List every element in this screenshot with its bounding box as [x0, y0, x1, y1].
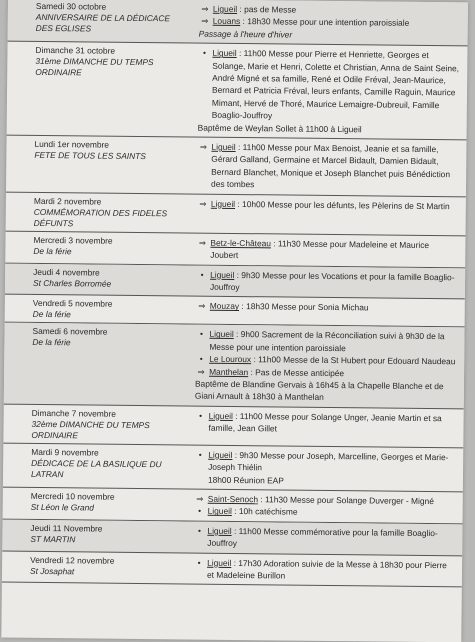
event-place: Ligueil	[207, 557, 231, 567]
schedule-row	[2, 519, 462, 556]
events-cell	[192, 44, 468, 140]
event-place: Manthelan	[209, 366, 248, 376]
schedule-row	[7, 42, 468, 141]
schedule-row	[3, 488, 463, 525]
event-place: Ligueil	[212, 48, 236, 58]
event-text: : 9h00 Sacrement de la Réconciliation suivi à 9h30 de la Messe pour une intention paroissiale	[209, 329, 444, 353]
dot-bullet-icon: •	[191, 556, 207, 581]
baptism-note: Baptême de Blandine Gervais à 16h45 à la Chapelle Blanche et de Giani Arnault à 18h30 à Manthelan	[193, 377, 456, 405]
event-text: : 18h30 Messe pour une intention paroissiale	[240, 16, 409, 28]
day-date: Mardi 9 novembre	[31, 447, 182, 460]
event-place: Ligueil	[209, 329, 233, 339]
events-cell	[187, 553, 462, 587]
events-cell	[188, 445, 463, 491]
day-date: Mercredi 3 novembre	[33, 235, 184, 248]
event-place: Ligueil	[208, 449, 232, 459]
event-text: : 18h30 Messe pour Sonia Michau	[239, 301, 369, 312]
event-item	[195, 197, 458, 212]
event-item	[194, 300, 457, 315]
day-date: Mercredi 10 novembre	[31, 491, 182, 504]
day-date: Mardi 2 novembre	[34, 196, 185, 209]
dot-bullet-icon: •	[192, 505, 208, 518]
events-cell	[189, 325, 465, 408]
day-cell	[5, 263, 190, 296]
schedule-row	[8, 0, 468, 47]
day-date: Dimanche 31 octobre	[35, 45, 186, 58]
dot-bullet-icon: •	[191, 524, 207, 549]
arrow-bullet-icon: ⇒	[194, 236, 210, 261]
event-text: : 9h30 Messe pour Joseph, Marcelline, Georges et Marie-Joseph Thiélin	[208, 450, 448, 473]
day-date: Dimanche 7 novembre	[32, 408, 183, 421]
event-place: Ligueil	[207, 525, 231, 535]
day-date: Vendredi 5 novembre	[33, 298, 184, 311]
day-cell	[3, 443, 188, 488]
day-cell	[7, 42, 193, 137]
event-text: 18h00 Réunion EAP	[208, 474, 284, 485]
event-item	[194, 268, 457, 296]
dot-bullet-icon	[192, 473, 208, 486]
event-text: : 11h00 Messe pour Pierre et Henriette, Georges et Solange, Marie et Henri, Colette et Christian, Anna de Saint Seine, André Migné et sa famille, René et Odile Fréval, Jean-Maurice, Bernard et Patricia Fréval, leurs enfants, Camille Raguin, Maurice Mimant, Hervé de Thoré, Maurice Lemaigre-Dubreuil, Famille Boaglio-Jouffroy	[212, 48, 459, 120]
event-item	[192, 409, 455, 437]
event-text: : 10h00 Messe pour les défunts, les Pèlerins de St Martin	[235, 199, 450, 211]
day-feast: De la férie	[33, 309, 184, 322]
event-place: Ligueil	[208, 506, 232, 516]
event-place: Ligueil	[213, 4, 237, 14]
event-item	[194, 236, 457, 264]
dot-bullet-icon: •	[193, 328, 209, 353]
day-cell	[4, 323, 190, 405]
day-cell	[3, 404, 188, 444]
event-text: : pas de Messe	[237, 4, 296, 15]
event-item	[192, 448, 455, 476]
events-cell	[187, 521, 462, 555]
day-feast: St Léon le Grand	[31, 502, 182, 515]
day-cell	[2, 551, 187, 584]
schedule-row	[6, 136, 467, 197]
schedule-row	[6, 192, 466, 236]
arrow-bullet-icon: ⇒	[197, 15, 213, 28]
event-text: : 10h catéchisme	[232, 506, 298, 517]
event-text: : 11h30 Messe pour Solange Duverger - Migné	[258, 494, 434, 506]
arrow-bullet-icon: ⇒	[192, 493, 208, 506]
dot-bullet-icon: •	[193, 353, 209, 366]
day-feast: St Josaphat	[30, 565, 181, 578]
events-cell	[191, 194, 466, 235]
event-place: Mouzay	[210, 301, 239, 311]
day-date: Samedi 6 novembre	[32, 326, 183, 339]
event-place: Saint-Senoch	[208, 494, 258, 505]
event-text: : 17h30 Adoration suivie de la Messe à 18h30 pour Pierre et Madeleine Burillon	[207, 558, 447, 581]
day-feast: 31ème DIMANCHE DU TEMPS ORDINAIRE	[35, 56, 186, 80]
dot-bullet-icon: •	[194, 268, 210, 293]
event-item	[191, 556, 454, 584]
schedule-row	[2, 551, 462, 588]
events-cell	[188, 406, 463, 447]
dot-bullet-icon: •	[196, 47, 213, 122]
event-place: Betz-le-Château	[210, 237, 271, 248]
schedule-row	[4, 323, 465, 409]
arrow-bullet-icon: ⇒	[195, 141, 212, 191]
day-feast: De la férie	[33, 246, 184, 259]
dot-bullet-icon: •	[192, 448, 208, 473]
event-item	[193, 328, 456, 356]
day-cell	[5, 231, 190, 264]
events-cell	[191, 138, 467, 197]
event-text: : 11h00 Messe pour Solange Unger, Jeanie Martin et sa famille, Jean Gillet	[208, 411, 441, 434]
event-place: Le Louroux	[209, 354, 251, 364]
events-cell	[190, 233, 465, 267]
day-date: Vendredi 12 novembre	[30, 554, 181, 567]
day-feast: DÉDICACE DE LA BASILIQUE DU LATRAN	[31, 458, 182, 482]
day-cell	[5, 295, 190, 324]
baptism-note: Baptême de Weylan Sollet à 11h00 à Ligueil	[196, 121, 459, 136]
day-date: Lundi 1er novembre	[34, 139, 185, 152]
event-place: Louans	[213, 16, 241, 26]
event-place: Ligueil	[210, 269, 234, 279]
schedule-row	[3, 443, 463, 492]
events-cell	[190, 265, 465, 299]
event-item	[196, 47, 460, 124]
day-feast: COMMÉMORATION DES FIDELES DÉFUNTS	[34, 207, 185, 231]
day-cell	[6, 136, 192, 194]
day-feast: ANNIVERSAIRE DE LA DÉDICACE DES EGLISES	[36, 12, 187, 36]
event-place: Ligueil	[211, 142, 235, 152]
day-cell	[6, 192, 191, 232]
day-cell	[8, 0, 193, 43]
day-date: Jeudi 4 novembre	[33, 266, 184, 279]
event-text: : Pas de Messe anticipée	[248, 367, 344, 378]
event-item	[192, 473, 455, 488]
event-text: : 11h00 Messe commémorative pour la famille Boaglio-Jouffroy	[207, 526, 438, 548]
day-date: Samedi 30 octobre	[36, 1, 187, 14]
day-feast: 32ème DIMANCHE DU TEMPS ORDINAIRE	[31, 419, 182, 443]
event-text: : 11h00 Messe de la St Hubert pour Edouard Naudeau	[251, 354, 455, 366]
arrow-bullet-icon: ⇒	[194, 300, 210, 313]
event-item	[195, 141, 459, 193]
events-cell	[193, 0, 468, 46]
events-cell	[188, 489, 463, 523]
event-place: Ligueil	[209, 410, 233, 420]
arrow-bullet-icon: ⇒	[195, 197, 211, 210]
dot-bullet-icon: •	[192, 409, 208, 434]
schedule-row	[5, 231, 465, 268]
events-cell	[190, 297, 465, 327]
event-item	[192, 505, 455, 520]
event-place: Ligueil	[211, 198, 235, 208]
event-text: : 9h30 Messe pour les Vocations et pour la famille Boaglio-Jouffroy	[210, 269, 455, 291]
parish-schedule-sheet	[1, 0, 468, 642]
day-feast: De la férie	[32, 337, 183, 350]
day-date: Jeudi 11 Novembre	[30, 523, 181, 536]
event-text: : 11h30 Messe pour Madeleine et Maurice Joubert	[210, 238, 429, 260]
arrow-bullet-icon: ⇒	[193, 365, 209, 378]
day-cell	[3, 488, 188, 521]
event-note: Passage à l'heure d'hiver	[197, 27, 460, 42]
schedule-row	[5, 263, 465, 300]
event-text: : 11h00 Messe pour Max Benoist, Jeanie et sa famille, Gérard Galland, Germaine et Marcel Bidault, Damien Bidault, Bernard Blanchet, Monique et Joseph Blanchet puis Bénédiction des tombes	[211, 142, 450, 189]
day-cell	[2, 519, 187, 552]
arrow-bullet-icon: ⇒	[197, 3, 213, 16]
day-feast: FETE DE TOUS LES SAINTS	[34, 150, 185, 163]
schedule-row	[3, 404, 463, 448]
event-item	[191, 524, 454, 552]
day-feast: ST MARTIN	[30, 534, 181, 547]
day-feast: St Charles Borromée	[33, 277, 184, 290]
